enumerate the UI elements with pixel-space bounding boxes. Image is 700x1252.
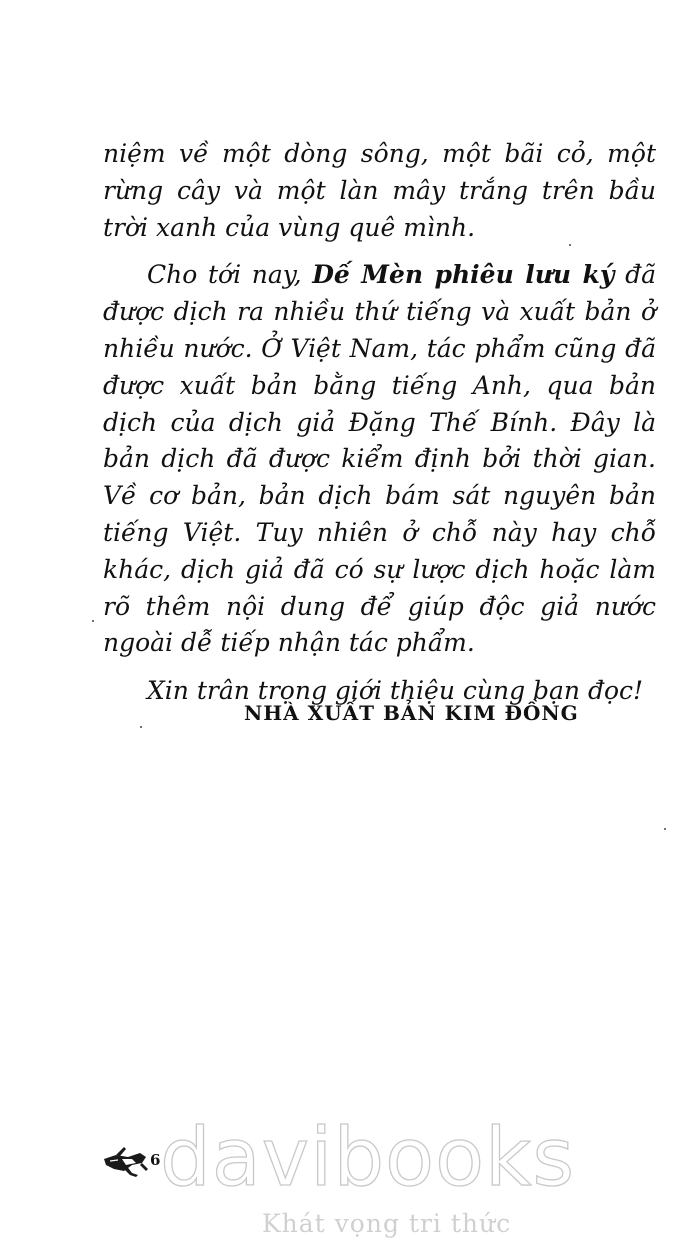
watermark-brand: davibooks: [160, 1111, 576, 1204]
page-number: 6: [150, 1151, 161, 1169]
body-text: [103, 136, 656, 710]
cricket-ornament-icon: [102, 1143, 152, 1183]
scan-speck: [140, 726, 142, 728]
paragraph-2-lead: Cho tới nay,: [147, 260, 313, 290]
scan-speck: [664, 828, 666, 830]
scan-speck: [92, 620, 94, 622]
closing-line: Xin trân trọng giới thiệu cùng bạn đọc!: [147, 676, 644, 706]
paragraph-1: niệm về một dòng sông, một bãi cỏ, một rừng cây và một làn mây trắng trên bầu trời xanh của vùng quê mình.: [103, 139, 656, 242]
scan-speck: [569, 244, 571, 246]
paragraph-2: [103, 257, 656, 662]
publisher-name: NHÀ XUẤT BẢN KIM ĐỒNG: [244, 701, 579, 725]
watermark-tagline: Khát vọng tri thức: [262, 1209, 512, 1238]
paragraph-2-rest: đã được dịch ra nhiều thứ tiếng và xuất bản ở nhiều nước. Ở Việt Nam, tác phẩm cũng đã được xuất bản bằng tiếng Anh, qua bản dịch của dịch giả Đặng Thế Bính. Đây là bản dịch đã được kiểm định bởi thời gian. Về cơ bản, bản dịch bám sát nguyên bản tiếng Việt. Tuy nhiên ở chỗ này hay chỗ khác, dịch giả đã có sự lược dịch hoặc làm rõ thêm nội dung để giúp độc giả nước ngoài dễ tiếp nhận tác phẩm.: [103, 260, 656, 658]
book-title: Dế Mèn phiêu lưu ký: [312, 260, 615, 290]
